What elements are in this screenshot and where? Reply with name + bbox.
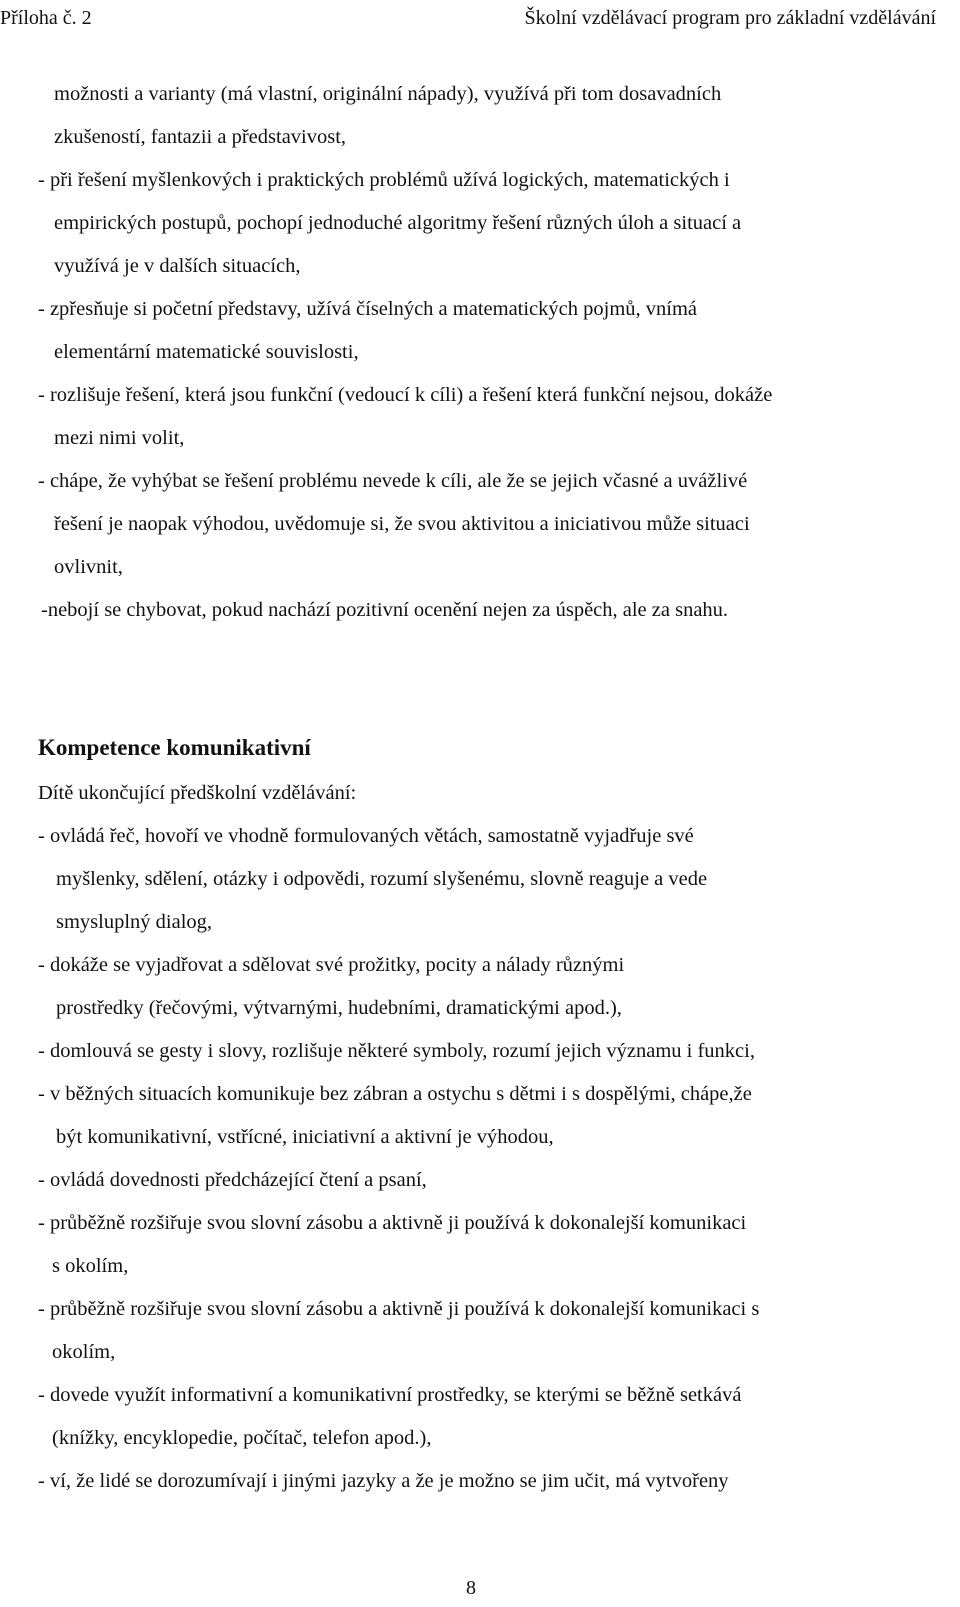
text-line: - zpřesňuje si početní představy, užívá číselných a matematických pojmů, vnímá <box>38 298 698 320</box>
text-line: - domlouvá se gesty i slovy, rozlišuje některé symboly, rozumí jejich významu i funkci, <box>38 1040 755 1062</box>
text-line: - dokáže se vyjadřovat a sdělovat své prožitky, pocity a nálady různými <box>38 954 625 976</box>
text-line: okolím, <box>52 1341 116 1363</box>
text-line: - chápe, že vyhýbat se řešení problému nevede k cíli, ale že se jejich včasné a uvážlivé <box>38 470 748 492</box>
text-line: být komunikativní, vstřícné, iniciativní a aktivní je výhodou, <box>56 1126 554 1148</box>
header-attachment-label: Příloha č. 2 <box>0 7 92 29</box>
header-document-title: Školní vzdělávací program pro základní vzdělávání <box>524 7 936 29</box>
page-number: 8 <box>466 1577 476 1599</box>
text-line: - dovede využít informativní a komunikativní prostředky, se kterými se běžně setkává <box>38 1384 742 1406</box>
text-line: - průběžně rozšiřuje svou slovní zásobu a aktivně ji používá k dokonalejší komunikaci <box>38 1212 747 1234</box>
text-line: - průběžně rozšiřuje svou slovní zásobu a aktivně ji používá k dokonalejší komunikaci s <box>38 1298 760 1320</box>
text-line: -nebojí se chybovat, pokud nachází pozitivní ocenění nejen za úspěch, ale za snahu. <box>41 599 729 621</box>
text-line: mezi nimi volit, <box>54 427 185 449</box>
text-line: - ví, že lidé se dorozumívají i jinými jazyky a že je možno se jim učit, má vytvořeny <box>38 1470 729 1492</box>
text-line: myšlenky, sdělení, otázky i odpovědi, rozumí slyšenému, slovně reaguje a vede <box>56 868 708 890</box>
text-line: prostředky (řečovými, výtvarnými, hudebními, dramatickými apod.), <box>56 997 622 1019</box>
text-line: empirických postupů, pochopí jednoduché algoritmy řešení různých úloh a situací a <box>54 212 742 234</box>
text-line: možnosti a varianty (má vlastní, originální nápady), využívá při tom dosavadních <box>54 83 722 105</box>
text-line: - ovládá řeč, hovoří ve vhodně formulovaných větách, samostatně vyjadřuje své <box>38 825 694 847</box>
text-line: využívá je v dalších situacích, <box>54 255 301 277</box>
text-line: zkušeností, fantazii a představivost, <box>54 126 347 148</box>
text-line: s okolím, <box>52 1255 129 1277</box>
text-line: (knížky, encyklopedie, počítač, telefon apod.), <box>52 1427 432 1449</box>
text-line: - ovládá dovednosti předcházející čtení a psaní, <box>38 1169 427 1191</box>
text-line: - při řešení myšlenkových i praktických problémů užívá logických, matematických i <box>38 169 730 191</box>
text-line: elementární matematické souvislosti, <box>54 341 359 363</box>
text-line: řešení je naopak výhodou, uvědomuje si, že svou aktivitou a iniciativou může situaci <box>54 513 750 535</box>
text-line: ovlivnit, <box>54 556 123 578</box>
text-line: smysluplný dialog, <box>56 911 213 933</box>
section-intro: Dítě ukončující předškolní vzdělávání: <box>38 782 357 804</box>
section-heading: Kompetence komunikativní <box>38 735 311 760</box>
text-line: - rozlišuje řešení, která jsou funkční (vedoucí k cíli) a řešení která funkční nejsou, dokáže <box>38 384 773 406</box>
text-line: - v běžných situacích komunikuje bez zábran a ostychu s dětmi i s dospělými, chápe,že <box>38 1083 752 1105</box>
